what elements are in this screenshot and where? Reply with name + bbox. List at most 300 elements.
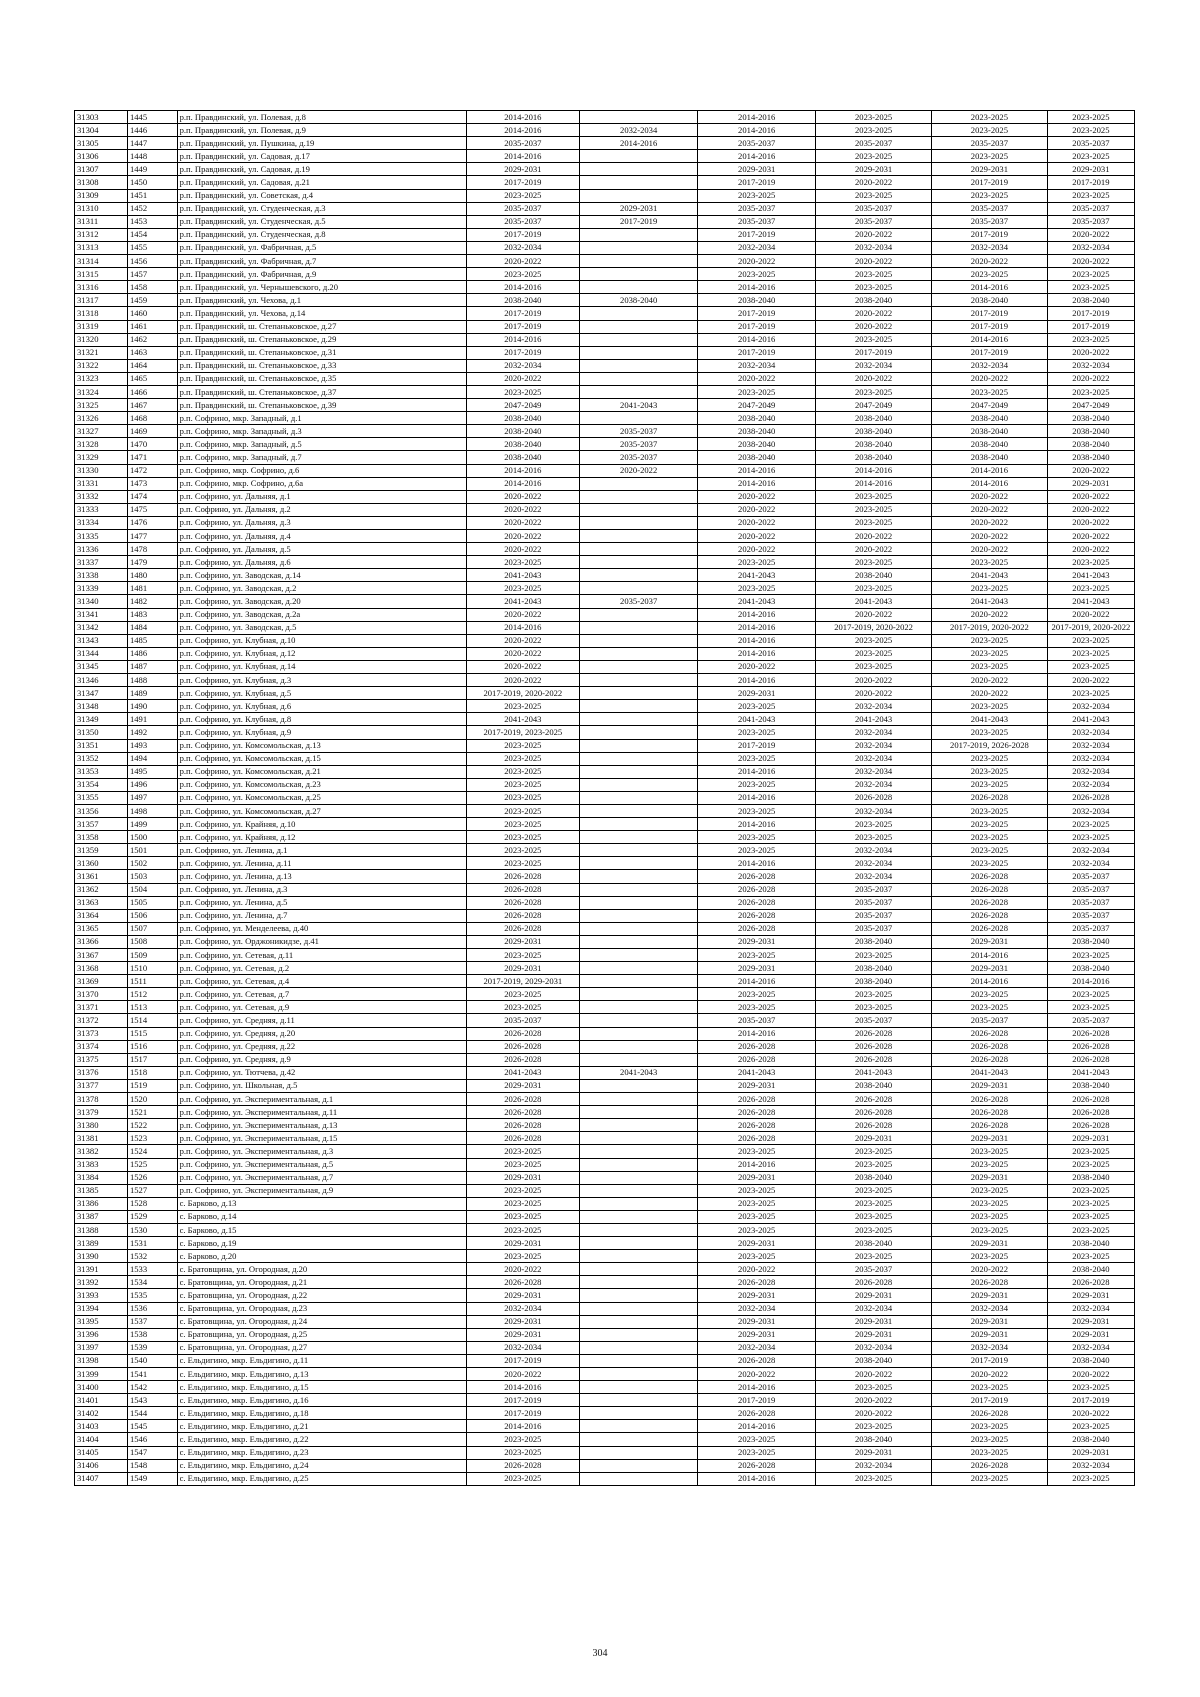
period-2-cell xyxy=(580,385,698,398)
item-number-cell: 1470 xyxy=(127,438,177,451)
item-number-cell: 1489 xyxy=(127,687,177,700)
record-number-cell: 31369 xyxy=(75,975,128,988)
period-2-cell: 2038-2040 xyxy=(580,294,698,307)
period-2-cell xyxy=(580,1158,698,1171)
period-5-cell: 2023-2025 xyxy=(932,1433,1048,1446)
period-1-cell: 2023-2025 xyxy=(466,1210,580,1223)
item-number-cell: 1513 xyxy=(127,1001,177,1014)
period-6-cell: 2014-2016 xyxy=(1047,975,1134,988)
period-5-cell: 2023-2025 xyxy=(932,778,1048,791)
period-5-cell: 2023-2025 xyxy=(932,1381,1048,1394)
period-3-cell: 2014-2016 xyxy=(698,621,816,634)
period-5-cell: 2023-2025 xyxy=(932,1223,1048,1236)
period-4-cell: 2032-2034 xyxy=(816,1341,932,1354)
period-6-cell: 2023-2025 xyxy=(1047,1223,1134,1236)
period-5-cell: 2029-2031 xyxy=(932,935,1048,948)
period-5-cell: 2026-2028 xyxy=(932,870,1048,883)
period-6-cell: 2026-2028 xyxy=(1047,1040,1134,1053)
period-6-cell: 2029-2031 xyxy=(1047,1446,1134,1459)
period-5-cell: 2026-2028 xyxy=(932,1459,1048,1472)
period-2-cell xyxy=(580,150,698,163)
period-2-cell xyxy=(580,543,698,556)
address-cell: р.п. Правдинский, ш. Степаньковское, д.33 xyxy=(177,359,466,372)
item-number-cell: 1524 xyxy=(127,1145,177,1158)
period-5-cell: 2023-2025 xyxy=(932,268,1048,281)
address-cell: р.п. Правдинский, ул. Студенческая, д.8 xyxy=(177,228,466,241)
period-4-cell: 2038-2040 xyxy=(816,412,932,425)
period-5-cell: 2023-2025 xyxy=(932,726,1048,739)
table-row xyxy=(75,307,1135,320)
period-1-cell: 2023-2025 xyxy=(466,1158,580,1171)
period-4-cell: 2023-2025 xyxy=(816,1001,932,1014)
address-cell: с. Братовщина, ул. Огородная, д.27 xyxy=(177,1341,466,1354)
table-row xyxy=(75,1407,1135,1420)
period-3-cell: 2035-2037 xyxy=(698,1014,816,1027)
period-4-cell: 2020-2022 xyxy=(816,1368,932,1381)
period-3-cell: 2023-2025 xyxy=(698,268,816,281)
record-number-cell: 31406 xyxy=(75,1459,128,1472)
period-5-cell: 2023-2025 xyxy=(932,844,1048,857)
period-4-cell: 2029-2031 xyxy=(816,1446,932,1459)
period-5-cell: 2017-2019 xyxy=(932,307,1048,320)
period-1-cell: 2029-2031 xyxy=(466,163,580,176)
table-row xyxy=(75,1328,1135,1341)
record-number-cell: 31405 xyxy=(75,1446,128,1459)
table-row xyxy=(75,1289,1135,1302)
period-6-cell: 2029-2031 xyxy=(1047,1289,1134,1302)
period-3-cell: 2014-2016 xyxy=(698,333,816,346)
period-2-cell xyxy=(580,949,698,962)
period-4-cell: 2038-2040 xyxy=(816,1171,932,1184)
item-number-cell: 1457 xyxy=(127,268,177,281)
item-number-cell: 1511 xyxy=(127,975,177,988)
record-number-cell: 31354 xyxy=(75,778,128,791)
item-number-cell: 1484 xyxy=(127,621,177,634)
table-row xyxy=(75,385,1135,398)
item-number-cell: 1534 xyxy=(127,1276,177,1289)
record-number-cell: 31345 xyxy=(75,660,128,673)
table-row xyxy=(75,1472,1135,1485)
table-row xyxy=(75,1145,1135,1158)
table-row xyxy=(75,1001,1135,1014)
record-number-cell: 31397 xyxy=(75,1341,128,1354)
page-number: 304 xyxy=(592,1648,608,1659)
record-number-cell: 31361 xyxy=(75,870,128,883)
table-row xyxy=(75,569,1135,582)
record-number-cell: 31313 xyxy=(75,241,128,254)
period-5-cell: 2014-2016 xyxy=(932,477,1048,490)
address-cell: р.п. Софрино, ул. Ленина, д.13 xyxy=(177,870,466,883)
period-3-cell: 2023-2025 xyxy=(698,582,816,595)
item-number-cell: 1546 xyxy=(127,1433,177,1446)
period-5-cell: 2023-2025 xyxy=(932,111,1048,124)
period-4-cell: 2032-2034 xyxy=(816,726,932,739)
period-3-cell: 2029-2031 xyxy=(698,1079,816,1092)
period-2-cell xyxy=(580,556,698,569)
period-1-cell: 2017-2019 xyxy=(466,1394,580,1407)
period-4-cell: 2032-2034 xyxy=(816,857,932,870)
period-3-cell: 2023-2025 xyxy=(698,1250,816,1263)
record-number-cell: 31316 xyxy=(75,281,128,294)
period-2-cell xyxy=(580,1328,698,1341)
address-cell: с. Ельдигино, мкр. Ельдигино, д.16 xyxy=(177,1394,466,1407)
period-4-cell: 2041-2043 xyxy=(816,595,932,608)
item-number-cell: 1482 xyxy=(127,595,177,608)
period-5-cell: 2038-2040 xyxy=(932,294,1048,307)
table-row xyxy=(75,700,1135,713)
item-number-cell: 1544 xyxy=(127,1407,177,1420)
address-cell: р.п. Софрино, ул. Экспериментальная, д.3 xyxy=(177,1145,466,1158)
period-4-cell: 2023-2025 xyxy=(816,1472,932,1485)
period-1-cell: 2014-2016 xyxy=(466,333,580,346)
period-6-cell: 2020-2022 xyxy=(1047,346,1134,359)
period-5-cell: 2023-2025 xyxy=(932,1158,1048,1171)
period-2-cell xyxy=(580,1315,698,1328)
period-6-cell: 2029-2031 xyxy=(1047,477,1134,490)
table-row xyxy=(75,922,1135,935)
period-4-cell: 2026-2028 xyxy=(816,1053,932,1066)
period-3-cell: 2023-2025 xyxy=(698,752,816,765)
period-4-cell: 2035-2037 xyxy=(816,909,932,922)
address-cell: р.п. Софрино, ул. Заводская, д.2а xyxy=(177,608,466,621)
period-5-cell: 2026-2028 xyxy=(932,1119,1048,1132)
item-number-cell: 1450 xyxy=(127,176,177,189)
table-row xyxy=(75,372,1135,385)
registry-table xyxy=(74,110,1135,1486)
period-4-cell: 2023-2025 xyxy=(816,647,932,660)
address-cell: с. Братовщина, ул. Огородная, д.24 xyxy=(177,1315,466,1328)
period-3-cell: 2017-2019 xyxy=(698,1394,816,1407)
period-6-cell: 2020-2022 xyxy=(1047,674,1134,687)
period-4-cell: 2023-2025 xyxy=(816,1381,932,1394)
record-number-cell: 31328 xyxy=(75,438,128,451)
period-1-cell: 2023-2025 xyxy=(466,1433,580,1446)
period-3-cell: 2020-2022 xyxy=(698,503,816,516)
period-4-cell: 2023-2025 xyxy=(816,281,932,294)
period-5-cell: 2029-2031 xyxy=(932,1171,1048,1184)
period-4-cell: 2020-2022 xyxy=(816,228,932,241)
period-1-cell: 2020-2022 xyxy=(466,647,580,660)
period-1-cell: 2023-2025 xyxy=(466,791,580,804)
table-row xyxy=(75,1341,1135,1354)
record-number-cell: 31352 xyxy=(75,752,128,765)
period-5-cell: 2023-2025 xyxy=(932,988,1048,1001)
address-cell: р.п. Софрино, ул. Заводская, д.14 xyxy=(177,569,466,582)
period-1-cell: 2029-2031 xyxy=(466,1315,580,1328)
period-3-cell: 2029-2031 xyxy=(698,163,816,176)
period-3-cell: 2038-2040 xyxy=(698,412,816,425)
period-5-cell: 2023-2025 xyxy=(932,1250,1048,1263)
table-row xyxy=(75,1315,1135,1328)
period-3-cell: 2023-2025 xyxy=(698,831,816,844)
period-3-cell: 2020-2022 xyxy=(698,516,816,529)
period-6-cell: 2023-2025 xyxy=(1047,1210,1134,1223)
record-number-cell: 31325 xyxy=(75,399,128,412)
record-number-cell: 31367 xyxy=(75,949,128,962)
table-row xyxy=(75,150,1135,163)
address-cell: р.п. Софрино, ул. Крайняя, д.10 xyxy=(177,818,466,831)
period-5-cell: 2017-2019 xyxy=(932,1394,1048,1407)
period-1-cell: 2023-2025 xyxy=(466,1145,580,1158)
item-number-cell: 1539 xyxy=(127,1341,177,1354)
period-5-cell: 2038-2040 xyxy=(932,425,1048,438)
item-number-cell: 1503 xyxy=(127,870,177,883)
record-number-cell: 31388 xyxy=(75,1223,128,1236)
period-6-cell: 2032-2034 xyxy=(1047,752,1134,765)
period-1-cell: 2023-2025 xyxy=(466,949,580,962)
table-row xyxy=(75,464,1135,477)
period-5-cell: 2017-2019, 2026-2028 xyxy=(932,739,1048,752)
address-cell: р.п. Правдинский, ул. Студенческая, д.3 xyxy=(177,202,466,215)
period-1-cell: 2014-2016 xyxy=(466,621,580,634)
period-1-cell: 2026-2028 xyxy=(466,896,580,909)
address-cell: р.п. Софрино, ул. Менделеева, д.40 xyxy=(177,922,466,935)
period-5-cell: 2041-2043 xyxy=(932,595,1048,608)
period-2-cell: 2041-2043 xyxy=(580,399,698,412)
period-5-cell: 2017-2019 xyxy=(932,176,1048,189)
record-number-cell: 31368 xyxy=(75,962,128,975)
record-number-cell: 31400 xyxy=(75,1381,128,1394)
item-number-cell: 1458 xyxy=(127,281,177,294)
period-3-cell: 2029-2031 xyxy=(698,1237,816,1250)
period-5-cell: 2026-2028 xyxy=(932,883,1048,896)
period-2-cell xyxy=(580,674,698,687)
period-6-cell: 2020-2022 xyxy=(1047,464,1134,477)
address-cell: р.п. Софрино, ул. Экспериментальная, д.5 xyxy=(177,1158,466,1171)
address-cell: р.п. Софрино, ул. Экспериментальная, д.11 xyxy=(177,1106,466,1119)
period-4-cell: 2026-2028 xyxy=(816,1040,932,1053)
item-number-cell: 1540 xyxy=(127,1354,177,1367)
table-row xyxy=(75,1014,1135,1027)
record-number-cell: 31321 xyxy=(75,346,128,359)
period-4-cell: 2032-2034 xyxy=(816,804,932,817)
period-2-cell: 2032-2034 xyxy=(580,124,698,137)
period-5-cell: 2023-2025 xyxy=(932,1472,1048,1485)
table-row xyxy=(75,935,1135,948)
period-6-cell: 2038-2040 xyxy=(1047,412,1134,425)
period-4-cell: 2023-2025 xyxy=(816,1184,932,1197)
period-1-cell: 2023-2025 xyxy=(466,778,580,791)
period-6-cell: 2023-2025 xyxy=(1047,385,1134,398)
table-row xyxy=(75,399,1135,412)
period-4-cell: 2023-2025 xyxy=(816,124,932,137)
period-4-cell: 2038-2040 xyxy=(816,1237,932,1250)
period-2-cell xyxy=(580,1040,698,1053)
period-2-cell xyxy=(580,896,698,909)
period-4-cell: 2038-2040 xyxy=(816,1354,932,1367)
table-row xyxy=(75,1381,1135,1394)
period-3-cell: 2023-2025 xyxy=(698,988,816,1001)
period-4-cell: 2020-2022 xyxy=(816,608,932,621)
address-cell: р.п. Софрино, ул. Комсомольская, д.25 xyxy=(177,791,466,804)
record-number-cell: 31334 xyxy=(75,516,128,529)
record-number-cell: 31394 xyxy=(75,1302,128,1315)
period-4-cell: 2032-2034 xyxy=(816,1302,932,1315)
period-4-cell: 2029-2031 xyxy=(816,1328,932,1341)
table-row xyxy=(75,281,1135,294)
period-6-cell: 2038-2040 xyxy=(1047,451,1134,464)
period-6-cell: 2038-2040 xyxy=(1047,438,1134,451)
period-5-cell: 2029-2031 xyxy=(932,962,1048,975)
record-number-cell: 31403 xyxy=(75,1420,128,1433)
item-number-cell: 1483 xyxy=(127,608,177,621)
period-3-cell: 2020-2022 xyxy=(698,530,816,543)
period-2-cell xyxy=(580,372,698,385)
period-1-cell: 2026-2028 xyxy=(466,1040,580,1053)
table-row xyxy=(75,765,1135,778)
item-number-cell: 1509 xyxy=(127,949,177,962)
period-6-cell: 2038-2040 xyxy=(1047,1237,1134,1250)
record-number-cell: 31389 xyxy=(75,1237,128,1250)
period-1-cell: 2014-2016 xyxy=(466,124,580,137)
period-1-cell: 2035-2037 xyxy=(466,215,580,228)
record-number-cell: 31310 xyxy=(75,202,128,215)
item-number-cell: 1541 xyxy=(127,1368,177,1381)
period-4-cell: 2023-2025 xyxy=(816,385,932,398)
period-1-cell: 2023-2025 xyxy=(466,1472,580,1485)
item-number-cell: 1502 xyxy=(127,857,177,870)
period-2-cell xyxy=(580,608,698,621)
period-1-cell: 2035-2037 xyxy=(466,137,580,150)
period-5-cell: 2020-2022 xyxy=(932,1368,1048,1381)
period-1-cell: 2023-2025 xyxy=(466,831,580,844)
period-4-cell: 2020-2022 xyxy=(816,372,932,385)
record-number-cell: 31333 xyxy=(75,503,128,516)
period-5-cell: 2017-2019 xyxy=(932,228,1048,241)
table-row xyxy=(75,124,1135,137)
period-6-cell: 2047-2049 xyxy=(1047,399,1134,412)
item-number-cell: 1532 xyxy=(127,1250,177,1263)
period-6-cell: 2026-2028 xyxy=(1047,1093,1134,1106)
record-number-cell: 31381 xyxy=(75,1132,128,1145)
period-6-cell: 2035-2037 xyxy=(1047,896,1134,909)
period-3-cell: 2023-2025 xyxy=(698,1197,816,1210)
period-6-cell: 2023-2025 xyxy=(1047,831,1134,844)
period-1-cell: 2032-2034 xyxy=(466,359,580,372)
item-number-cell: 1448 xyxy=(127,150,177,163)
item-number-cell: 1446 xyxy=(127,124,177,137)
period-5-cell: 2029-2031 xyxy=(932,1132,1048,1145)
period-3-cell: 2023-2025 xyxy=(698,700,816,713)
period-2-cell xyxy=(580,490,698,503)
period-2-cell: 2035-2037 xyxy=(580,451,698,464)
period-1-cell: 2041-2043 xyxy=(466,713,580,726)
period-4-cell: 2026-2028 xyxy=(816,1027,932,1040)
period-5-cell: 2023-2025 xyxy=(932,1145,1048,1158)
address-cell: р.п. Правдинский, ул. Чехова, д.1 xyxy=(177,294,466,307)
period-1-cell: 2023-2025 xyxy=(466,189,580,202)
period-6-cell: 2026-2028 xyxy=(1047,1119,1134,1132)
period-1-cell: 2026-2028 xyxy=(466,1093,580,1106)
period-5-cell: 2020-2022 xyxy=(932,516,1048,529)
table-body xyxy=(75,111,1135,1486)
period-4-cell: 2038-2040 xyxy=(816,294,932,307)
period-3-cell: 2026-2028 xyxy=(698,883,816,896)
period-2-cell xyxy=(580,883,698,896)
period-3-cell: 2029-2031 xyxy=(698,687,816,700)
period-2-cell xyxy=(580,962,698,975)
period-3-cell: 2020-2022 xyxy=(698,255,816,268)
period-5-cell: 2032-2034 xyxy=(932,1341,1048,1354)
period-6-cell: 2032-2034 xyxy=(1047,844,1134,857)
period-6-cell: 2026-2028 xyxy=(1047,791,1134,804)
period-2-cell xyxy=(580,1145,698,1158)
table-row xyxy=(75,1132,1135,1145)
item-number-cell: 1516 xyxy=(127,1040,177,1053)
period-4-cell: 2032-2034 xyxy=(816,241,932,254)
item-number-cell: 1456 xyxy=(127,255,177,268)
address-cell: с. Братовщина, ул. Огородная, д.21 xyxy=(177,1276,466,1289)
period-4-cell: 2038-2040 xyxy=(816,935,932,948)
table-row xyxy=(75,412,1135,425)
table-row xyxy=(75,1433,1135,1446)
period-4-cell: 2035-2037 xyxy=(816,896,932,909)
record-number-cell: 31340 xyxy=(75,595,128,608)
address-cell: р.п. Правдинский, ул. Садовая, д.17 xyxy=(177,150,466,163)
period-1-cell: 2017-2019 xyxy=(466,176,580,189)
record-number-cell: 31392 xyxy=(75,1276,128,1289)
period-1-cell: 2026-2028 xyxy=(466,1459,580,1472)
period-3-cell: 2014-2016 xyxy=(698,975,816,988)
item-number-cell: 1528 xyxy=(127,1197,177,1210)
period-6-cell: 2023-2025 xyxy=(1047,660,1134,673)
period-3-cell: 2017-2019 xyxy=(698,320,816,333)
address-cell: р.п. Софрино, ул. Комсомольская, д.23 xyxy=(177,778,466,791)
period-5-cell: 2023-2025 xyxy=(932,582,1048,595)
record-number-cell: 31380 xyxy=(75,1119,128,1132)
period-5-cell: 2026-2028 xyxy=(932,791,1048,804)
period-1-cell: 2020-2022 xyxy=(466,516,580,529)
period-1-cell: 2020-2022 xyxy=(466,255,580,268)
period-1-cell: 2023-2025 xyxy=(466,385,580,398)
period-3-cell: 2026-2028 xyxy=(698,1354,816,1367)
address-cell: р.п. Софрино, ул. Экспериментальная, д.13 xyxy=(177,1119,466,1132)
record-number-cell: 31303 xyxy=(75,111,128,124)
item-number-cell: 1527 xyxy=(127,1184,177,1197)
period-1-cell: 2041-2043 xyxy=(466,569,580,582)
period-5-cell: 2017-2019 xyxy=(932,320,1048,333)
period-3-cell: 2020-2022 xyxy=(698,543,816,556)
period-4-cell: 2023-2025 xyxy=(816,1145,932,1158)
period-2-cell xyxy=(580,163,698,176)
period-2-cell xyxy=(580,1014,698,1027)
record-number-cell: 31317 xyxy=(75,294,128,307)
period-3-cell: 2023-2025 xyxy=(698,1223,816,1236)
period-2-cell xyxy=(580,1354,698,1367)
address-cell: р.п. Правдинский, ул. Чернышевского, д.20 xyxy=(177,281,466,294)
period-3-cell: 2047-2049 xyxy=(698,399,816,412)
period-6-cell: 2020-2022 xyxy=(1047,1368,1134,1381)
address-cell: р.п. Софрино, ул. Ленина, д.1 xyxy=(177,844,466,857)
period-3-cell: 2035-2037 xyxy=(698,215,816,228)
period-2-cell xyxy=(580,255,698,268)
period-5-cell: 2023-2025 xyxy=(932,752,1048,765)
table-row xyxy=(75,215,1135,228)
record-number-cell: 31343 xyxy=(75,634,128,647)
table-row xyxy=(75,294,1135,307)
period-2-cell xyxy=(580,791,698,804)
period-6-cell: 2038-2040 xyxy=(1047,1171,1134,1184)
address-cell: р.п. Софрино, ул. Клубная, д.9 xyxy=(177,726,466,739)
period-1-cell: 2026-2028 xyxy=(466,1276,580,1289)
address-cell: р.п. Софрино, ул. Дальняя, д.3 xyxy=(177,516,466,529)
period-5-cell: 2023-2025 xyxy=(932,1446,1048,1459)
period-3-cell: 2017-2019 xyxy=(698,739,816,752)
period-3-cell: 2032-2034 xyxy=(698,1341,816,1354)
record-number-cell: 31307 xyxy=(75,163,128,176)
item-number-cell: 1478 xyxy=(127,543,177,556)
item-number-cell: 1515 xyxy=(127,1027,177,1040)
